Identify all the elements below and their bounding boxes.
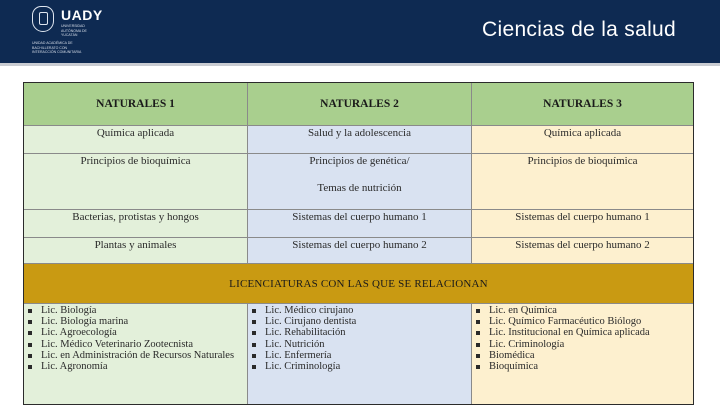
list-item: Lic. Nutrición bbox=[251, 339, 471, 350]
table-cell: Bacterias, protistas y hongos bbox=[24, 210, 248, 238]
table-cell: Sistemas del cuerpo humano 2 bbox=[472, 238, 693, 264]
licenciaturas-list-1 bbox=[24, 304, 248, 405]
licenciaturas-list-3 bbox=[472, 304, 693, 405]
table-cell: Salud y la adolescencia bbox=[248, 126, 472, 154]
logo-subtitle: UNIVERSIDAD AUTÓNOMA DE YUCATÁN bbox=[61, 24, 87, 37]
cell-line: Temas de nutrición bbox=[317, 182, 402, 194]
table-row bbox=[24, 126, 693, 154]
uady-logo bbox=[24, 4, 104, 60]
list-item: Biomédica bbox=[475, 350, 693, 361]
cell-line: Principios de genética/ bbox=[309, 155, 410, 167]
list-item: Lic. Agronomía bbox=[27, 361, 247, 372]
seal-icon bbox=[32, 6, 54, 32]
column-header: NATURALES 2 bbox=[248, 83, 472, 126]
table-cell: Sistemas del cuerpo humano 1 bbox=[248, 210, 472, 238]
table-cell: Principios de bioquímica bbox=[472, 154, 693, 210]
table-cell: Química aplicada bbox=[472, 126, 693, 154]
column-header: NATURALES 1 bbox=[24, 83, 248, 126]
table-cell: Sistemas del cuerpo humano 2 bbox=[248, 238, 472, 264]
list-item: Lic. Criminología bbox=[251, 361, 471, 372]
table-cell: Sistemas del cuerpo humano 1 bbox=[472, 210, 693, 238]
list-item: Lic. Enfermería bbox=[251, 350, 471, 361]
list-item: Bioquímica bbox=[475, 361, 693, 372]
list-item: Lic. Médico Veterinario Zootecnista bbox=[27, 339, 247, 350]
logo-unit-text: UNIDAD ACADÉMICA DE BACHILLERATO CON INTERACCIÓN COMUNITARIA bbox=[32, 41, 82, 54]
page-title: Ciencias de la salud bbox=[482, 18, 676, 41]
header-divider bbox=[0, 63, 720, 66]
licenciaturas-row bbox=[24, 304, 693, 405]
list-item: Lic. Criminología bbox=[475, 339, 693, 350]
table-cell: Principios de bioquímica bbox=[24, 154, 248, 210]
table-cell: Plantas y animales bbox=[24, 238, 248, 264]
list-item: Lic. Rehabilitación bbox=[251, 327, 471, 338]
table-header-row bbox=[24, 83, 693, 126]
list-item: Lic. Médico cirujano bbox=[251, 305, 471, 316]
list-item: Lic. Institucional en Química aplicada bbox=[475, 327, 693, 338]
column-header: NATURALES 3 bbox=[472, 83, 693, 126]
logo-brand: UADY bbox=[61, 7, 103, 23]
list-item: Lic. Químico Farmacéutico Biólogo bbox=[475, 316, 693, 327]
list-item: Lic. en Química bbox=[475, 305, 693, 316]
list-item: Lic. Cirujano dentista bbox=[251, 316, 471, 327]
list-item: Lic. Agroecología bbox=[27, 327, 247, 338]
list-item: Lic. en Administración de Recursos Naturales bbox=[27, 350, 247, 361]
table-cell: Química aplicada bbox=[24, 126, 248, 154]
header-bar bbox=[0, 0, 720, 63]
subjects-table bbox=[23, 82, 694, 405]
table-row bbox=[24, 238, 693, 264]
list-item: Lic. Biología bbox=[27, 305, 247, 316]
table-row bbox=[24, 210, 693, 238]
table-row bbox=[24, 154, 693, 210]
licenciaturas-list-2 bbox=[248, 304, 472, 405]
list-item: Lic. Biología marina bbox=[27, 316, 247, 327]
table-cell bbox=[248, 154, 472, 210]
licenciaturas-band: LICENCIATURAS CON LAS QUE SE RELACIONAN bbox=[24, 264, 693, 304]
